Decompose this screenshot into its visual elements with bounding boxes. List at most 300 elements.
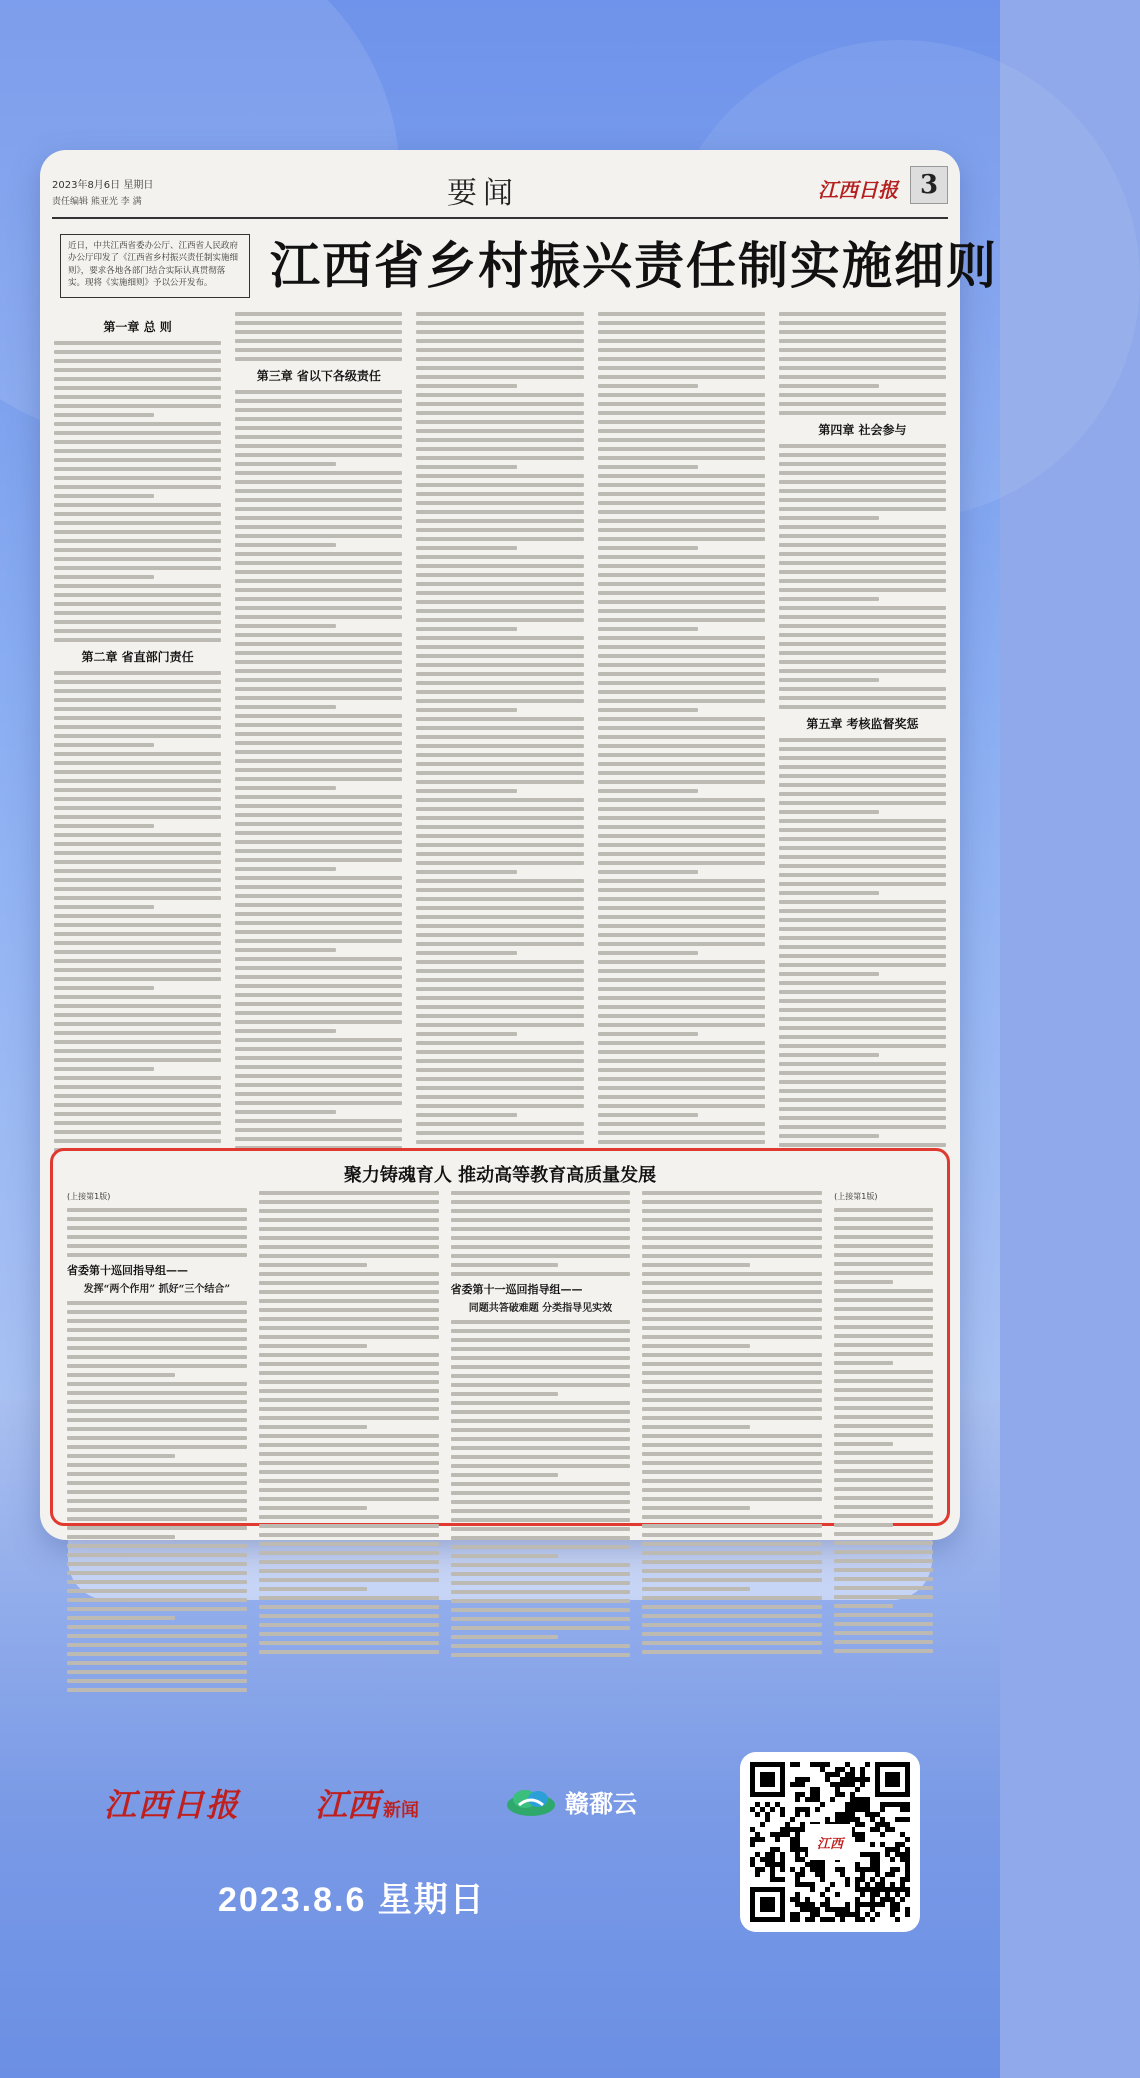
text-line xyxy=(259,1227,439,1231)
highlighted-feature-article[interactable] xyxy=(50,1148,950,1526)
text-line xyxy=(67,1562,247,1566)
qr-module xyxy=(850,1792,855,1797)
qr-module xyxy=(815,1787,820,1792)
qr-module xyxy=(880,1877,885,1882)
qr-module xyxy=(880,1842,885,1847)
text-line xyxy=(598,861,765,865)
qr-module xyxy=(905,1802,910,1807)
text-line xyxy=(598,429,765,433)
qr-module xyxy=(905,1867,910,1872)
text-line xyxy=(54,620,221,624)
text-line xyxy=(54,1013,221,1017)
text-line xyxy=(416,924,583,928)
qr-module xyxy=(855,1832,860,1837)
text-line xyxy=(416,1077,583,1081)
qr-module xyxy=(890,1907,895,1912)
text-line xyxy=(416,969,583,973)
text-line xyxy=(598,699,765,703)
qr-module xyxy=(835,1817,840,1822)
text-line xyxy=(416,1104,583,1108)
qr-module xyxy=(855,1837,860,1842)
text-line xyxy=(235,732,402,736)
qr-module xyxy=(780,1862,785,1867)
text-line xyxy=(779,339,946,343)
qr-module xyxy=(750,1857,755,1862)
text-line xyxy=(54,377,221,381)
text-line xyxy=(235,579,402,583)
text-line xyxy=(67,1445,247,1449)
text-line xyxy=(235,894,402,898)
text-line xyxy=(642,1200,822,1204)
text-line xyxy=(834,1388,933,1392)
text-line xyxy=(235,1119,402,1123)
footer-date: 2023.8.6 星期日 xyxy=(218,1881,486,1919)
qr-module xyxy=(795,1917,800,1922)
text-line xyxy=(67,1301,247,1305)
text-line xyxy=(67,1679,247,1683)
page-number: 3 xyxy=(910,166,948,204)
text-line xyxy=(779,927,946,931)
text-line xyxy=(259,1587,367,1591)
qr-module xyxy=(875,1912,880,1917)
text-line xyxy=(54,1103,221,1107)
qr-module xyxy=(865,1852,870,1857)
qr-module xyxy=(800,1907,805,1912)
text-line xyxy=(416,1095,583,1099)
text-line xyxy=(598,582,765,586)
text-line xyxy=(779,882,946,886)
text-line xyxy=(416,618,583,622)
text-line xyxy=(54,638,221,642)
qr-module xyxy=(800,1867,805,1872)
article-column xyxy=(598,312,765,1152)
qr-module xyxy=(820,1802,825,1807)
qr-module xyxy=(850,1782,855,1787)
text-line xyxy=(598,528,765,532)
text-line xyxy=(451,1338,631,1342)
text-line xyxy=(54,476,221,480)
text-line xyxy=(235,1002,402,1006)
text-line xyxy=(235,795,402,799)
text-line xyxy=(416,483,583,487)
qr-module xyxy=(780,1857,785,1862)
text-line xyxy=(598,618,765,622)
text-line xyxy=(54,977,221,981)
text-line xyxy=(416,690,583,694)
text-line xyxy=(235,777,402,781)
qr-module xyxy=(795,1892,800,1897)
text-line xyxy=(834,1550,933,1554)
qr-module xyxy=(895,1917,900,1922)
qr-module xyxy=(795,1852,800,1857)
text-line xyxy=(235,831,402,835)
text-line xyxy=(598,609,765,613)
text-line xyxy=(598,339,765,343)
qr-module xyxy=(855,1867,860,1872)
qr-module xyxy=(795,1832,800,1837)
text-line xyxy=(779,1071,946,1075)
qr-module xyxy=(775,1832,780,1837)
text-line xyxy=(642,1614,822,1618)
qr-module xyxy=(810,1907,815,1912)
text-line xyxy=(235,1029,335,1033)
text-line xyxy=(235,678,402,682)
text-line xyxy=(416,429,583,433)
text-line xyxy=(598,663,765,667)
text-line xyxy=(67,1499,247,1503)
qr-module xyxy=(885,1897,890,1902)
text-line xyxy=(67,1670,247,1674)
text-line xyxy=(779,498,946,502)
qr-module xyxy=(815,1867,820,1872)
qr-module xyxy=(835,1892,840,1897)
text-line xyxy=(598,537,765,541)
text-line xyxy=(642,1587,750,1591)
qr-module xyxy=(825,1762,830,1767)
qr-module xyxy=(755,1852,760,1857)
qr-module xyxy=(780,1827,785,1832)
qr-module xyxy=(800,1827,805,1832)
text-line xyxy=(451,1329,631,1333)
text-line xyxy=(235,1137,402,1141)
text-line xyxy=(54,761,221,765)
text-line xyxy=(235,687,402,691)
text-line xyxy=(416,510,583,514)
text-line xyxy=(416,1113,516,1117)
qr-module xyxy=(775,1802,780,1807)
text-line xyxy=(598,1032,698,1036)
qr-module xyxy=(770,1807,775,1812)
text-line xyxy=(259,1398,439,1402)
qr-module xyxy=(875,1852,880,1857)
text-line xyxy=(416,1122,583,1126)
qr-module xyxy=(890,1872,895,1877)
qr-module xyxy=(885,1872,890,1877)
text-line xyxy=(834,1631,933,1635)
text-line xyxy=(642,1308,822,1312)
text-line xyxy=(779,633,946,637)
qr-module xyxy=(800,1857,805,1862)
qr-module xyxy=(905,1872,910,1877)
qr-module xyxy=(835,1907,840,1912)
jiangxi-news-logo-suffix: 新闻 xyxy=(383,1800,420,1821)
text-line xyxy=(598,852,765,856)
qr-module xyxy=(865,1882,870,1887)
qr-module xyxy=(865,1887,870,1892)
text-line xyxy=(834,1451,933,1455)
text-line xyxy=(416,870,516,874)
text-line xyxy=(54,521,221,525)
text-line xyxy=(54,914,221,918)
text-line xyxy=(54,860,221,864)
qr-module xyxy=(840,1812,845,1817)
text-line xyxy=(598,942,765,946)
text-line xyxy=(235,741,402,745)
text-line xyxy=(67,1337,247,1341)
qr-module xyxy=(865,1867,870,1872)
qr-finder xyxy=(760,1772,775,1787)
qr-module xyxy=(880,1887,885,1892)
qr-module xyxy=(795,1762,800,1767)
text-line xyxy=(259,1569,439,1573)
text-line xyxy=(235,966,402,970)
text-line xyxy=(779,357,946,361)
text-line xyxy=(67,1508,247,1512)
text-line xyxy=(598,420,765,424)
qr-module xyxy=(865,1762,870,1767)
qr-module xyxy=(795,1877,800,1882)
text-line xyxy=(54,359,221,363)
text-line xyxy=(235,339,402,343)
qr-module xyxy=(900,1807,905,1812)
text-line xyxy=(416,501,583,505)
text-line xyxy=(54,806,221,810)
article-body xyxy=(54,312,946,1152)
qr-module xyxy=(845,1882,850,1887)
qr-module xyxy=(825,1897,830,1902)
feature-column xyxy=(834,1191,933,1509)
text-line xyxy=(259,1209,439,1213)
text-line xyxy=(54,413,154,417)
qr-code[interactable] xyxy=(740,1752,920,1932)
text-line xyxy=(416,546,516,550)
qr-module xyxy=(845,1777,850,1782)
issue-date: 2023年8月6日 星期日 xyxy=(52,180,154,191)
text-line xyxy=(54,986,154,990)
text-line xyxy=(259,1623,439,1627)
text-line xyxy=(259,1218,439,1222)
text-line xyxy=(67,1319,247,1323)
text-line xyxy=(54,797,221,801)
qr-module xyxy=(805,1897,810,1902)
text-line xyxy=(235,849,402,853)
text-line xyxy=(54,905,154,909)
qr-code-icon xyxy=(750,1762,910,1922)
text-line xyxy=(642,1605,822,1609)
text-line xyxy=(67,1598,247,1602)
text-line xyxy=(67,1481,247,1485)
qr-module xyxy=(805,1902,810,1907)
qr-module xyxy=(835,1812,840,1817)
text-line xyxy=(598,627,698,631)
text-line xyxy=(779,516,879,520)
text-line xyxy=(54,395,221,399)
text-line xyxy=(259,1560,439,1564)
text-line xyxy=(451,1236,631,1240)
text-line xyxy=(67,1409,247,1413)
qr-module xyxy=(850,1807,855,1812)
text-line xyxy=(598,1104,765,1108)
text-line xyxy=(54,539,221,543)
qr-module xyxy=(825,1777,830,1782)
qr-module xyxy=(870,1867,875,1872)
qr-module xyxy=(795,1837,800,1842)
qr-module xyxy=(855,1907,860,1912)
qr-module xyxy=(900,1897,905,1902)
text-line xyxy=(451,1263,559,1267)
text-line xyxy=(451,1410,631,1414)
text-line xyxy=(54,341,221,345)
text-line xyxy=(416,555,583,559)
text-line xyxy=(416,708,516,712)
jiangxi-daily-logo[interactable]: 江西日报 xyxy=(104,1786,241,1824)
text-line xyxy=(598,717,765,721)
qr-module xyxy=(815,1907,820,1912)
qr-module xyxy=(835,1782,840,1787)
text-line xyxy=(598,1113,698,1117)
text-line xyxy=(779,687,946,691)
qr-module xyxy=(905,1877,910,1882)
qr-module xyxy=(810,1797,815,1802)
qr-module xyxy=(905,1817,910,1822)
text-line xyxy=(642,1236,822,1240)
text-line xyxy=(642,1650,822,1654)
qr-module xyxy=(860,1887,865,1892)
text-line xyxy=(642,1227,822,1231)
qr-module xyxy=(795,1857,800,1862)
text-line xyxy=(779,561,946,565)
text-line xyxy=(642,1524,822,1528)
qr-module xyxy=(865,1812,870,1817)
qr-module xyxy=(905,1847,910,1852)
text-line xyxy=(779,855,946,859)
text-line xyxy=(259,1362,439,1366)
text-line xyxy=(67,1454,175,1458)
qr-module xyxy=(755,1812,760,1817)
qr-module xyxy=(905,1912,910,1917)
qr-module xyxy=(860,1892,865,1897)
qr-module xyxy=(870,1902,875,1907)
text-line xyxy=(416,1014,583,1018)
text-line xyxy=(235,723,402,727)
text-line xyxy=(834,1622,933,1626)
text-line xyxy=(235,714,402,718)
text-line xyxy=(54,941,221,945)
qr-module xyxy=(900,1882,905,1887)
text-line xyxy=(416,672,583,676)
qr-module xyxy=(875,1902,880,1907)
chapter-heading: 第五章 考核监督奖惩 xyxy=(806,717,919,731)
jiangxi-news-logo[interactable] xyxy=(315,1780,419,1826)
qr-module xyxy=(770,1872,775,1877)
text-line xyxy=(54,680,221,684)
qr-module xyxy=(770,1862,775,1867)
qr-module xyxy=(765,1852,770,1857)
text-line xyxy=(642,1371,822,1375)
text-line xyxy=(235,312,402,316)
text-line xyxy=(259,1488,439,1492)
text-line xyxy=(235,1038,402,1042)
qr-module xyxy=(770,1857,775,1862)
text-line xyxy=(235,669,402,673)
text-line xyxy=(54,923,221,927)
text-line xyxy=(54,566,221,570)
text-line xyxy=(67,1244,247,1248)
text-line xyxy=(54,779,221,783)
text-line xyxy=(416,384,516,388)
text-line xyxy=(416,852,583,856)
text-line xyxy=(598,636,765,640)
qr-module xyxy=(840,1912,845,1917)
text-line xyxy=(779,999,946,1003)
qr-module xyxy=(840,1817,845,1822)
text-line xyxy=(416,636,583,640)
text-line xyxy=(834,1523,893,1527)
text-line xyxy=(451,1374,631,1378)
text-line xyxy=(235,993,402,997)
text-line xyxy=(416,1140,583,1144)
text-line xyxy=(235,759,402,763)
text-line xyxy=(834,1271,933,1275)
ganpo-cloud-logo[interactable] xyxy=(505,1784,637,1819)
text-line xyxy=(235,786,335,790)
qr-module xyxy=(870,1842,875,1847)
qr-module xyxy=(815,1797,820,1802)
text-line xyxy=(416,654,583,658)
text-line xyxy=(642,1515,822,1519)
text-line xyxy=(779,963,946,967)
qr-module xyxy=(790,1912,795,1917)
text-line xyxy=(598,969,765,973)
article-column xyxy=(235,312,402,1152)
text-line xyxy=(779,384,879,388)
text-line xyxy=(259,1650,439,1654)
qr-module xyxy=(830,1782,835,1787)
text-line xyxy=(642,1416,822,1420)
qr-module xyxy=(820,1762,825,1767)
qr-module xyxy=(780,1807,785,1812)
text-line xyxy=(779,1134,879,1138)
text-line xyxy=(642,1335,822,1339)
qr-module xyxy=(885,1887,890,1892)
text-line xyxy=(598,1005,765,1009)
text-line xyxy=(779,606,946,610)
text-line xyxy=(259,1281,439,1285)
text-line xyxy=(416,1023,583,1027)
text-line xyxy=(451,1254,631,1258)
text-line xyxy=(54,950,221,954)
text-line xyxy=(67,1235,247,1239)
qr-module xyxy=(905,1837,910,1842)
text-line xyxy=(235,1056,402,1060)
qr-module xyxy=(895,1892,900,1897)
text-line xyxy=(598,1023,765,1027)
text-line xyxy=(834,1343,933,1347)
text-line xyxy=(779,375,946,379)
qr-module xyxy=(800,1777,805,1782)
jiangxi-news-logo-text: 江西 xyxy=(315,1786,380,1824)
text-line xyxy=(235,426,402,430)
text-line xyxy=(259,1452,439,1456)
text-line xyxy=(642,1632,822,1636)
text-line xyxy=(235,390,402,394)
text-line xyxy=(67,1544,247,1548)
qr-module xyxy=(850,1767,855,1772)
text-line xyxy=(259,1236,439,1240)
text-line xyxy=(54,968,221,972)
text-line xyxy=(598,771,765,775)
qr-module xyxy=(845,1912,850,1917)
text-line xyxy=(779,402,946,406)
qr-module xyxy=(810,1912,815,1917)
text-line xyxy=(67,1382,247,1386)
qr-module xyxy=(825,1907,830,1912)
qr-module xyxy=(815,1872,820,1877)
text-line xyxy=(67,1328,247,1332)
text-line xyxy=(416,825,583,829)
text-line xyxy=(779,615,946,619)
text-line xyxy=(259,1290,439,1294)
